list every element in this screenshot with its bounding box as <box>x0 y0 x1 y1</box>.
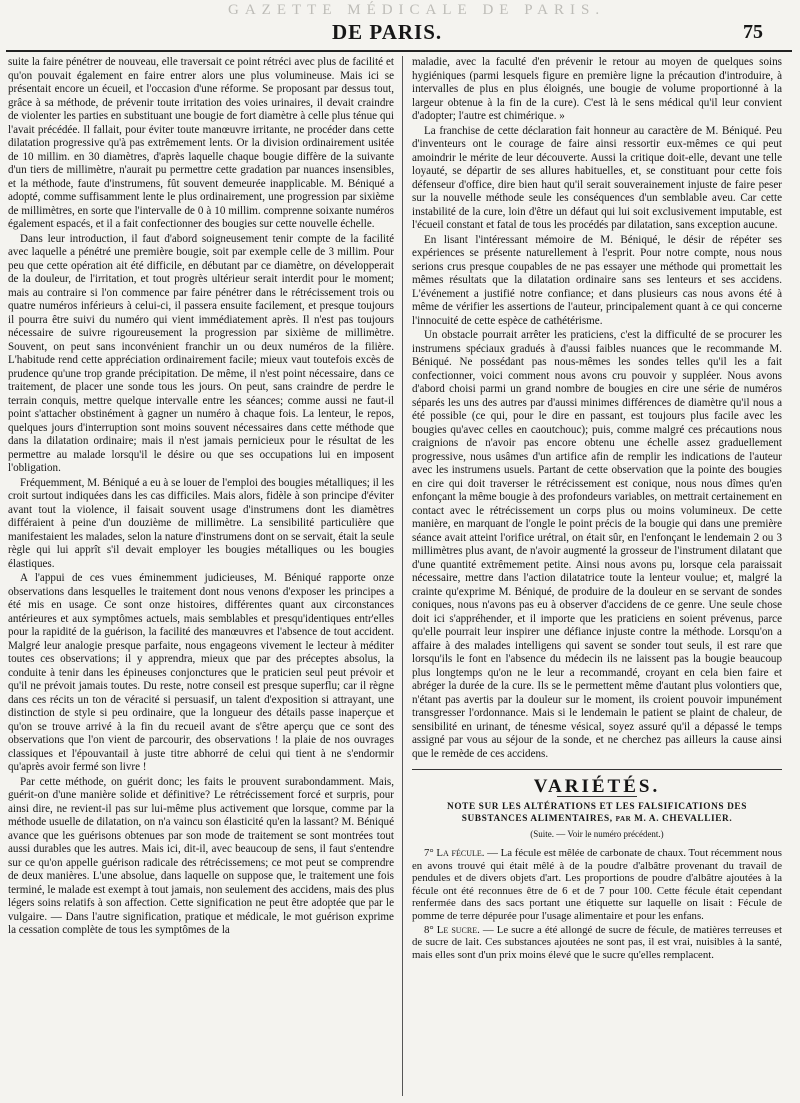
right-column <box>412 56 782 1096</box>
item-lead: 7° La fécule. <box>424 847 485 859</box>
show-through-header: GAZETTE MÉDICALE DE PARIS. <box>228 2 606 18</box>
article-continuation-note: (Suite. — Voir le numéro précédent.) <box>530 828 664 839</box>
page-header <box>0 0 800 48</box>
running-title: DE PARIS. <box>332 20 443 44</box>
left-column <box>8 56 394 1096</box>
paragraph: suite la faire pénétrer de nouveau, elle traversait ce point rétréci avec plus de facilité et qu'on pouvait également en faire entrer alors une plus volumineuse. Mais ici se présentait encore un écueil, et l'occasion d'une réforme. Se proposant par dessus tout, grâce à sa méthode, de prévenir toute irritation des voies urinaires, il devait craindre de violenter les parties en substituant une bougie de fort diamètre à celle plus ténue qui l'avait précédée. Il fallait, pour éviter toute manœuvre irritante, ne procéder dans cette dilatation progressive qu'à pas extrêmement lents. Or la division ordinairement usitée de 10 millim. en 30 diamètres, d'après laquelle chaque bougie diffère de la suivante d'un tiers de millimètre, n'aurait pu permettre cette gradation par nuances insensibles, et la méthode, faute d'instrumens, fût souvent demeurée inapplicable. M. Béniqué a adopté, comme suffisamment lente le plus ordinairement, une progression par sixième de millimètres, en sorte que l'intervalle de 0 à 10 millim. comprenne soixante numéros également espacés, et il a fait confectionner des bougies sur cette nouvelle échelle. <box>8 56 394 230</box>
section-rule <box>412 769 782 770</box>
paragraph: A l'appui de ces vues éminemment judicieuses, M. Béniqué rapporte onze observations dans lesquelles le traitement dont nous venons d'exposer les principes a été mis en usage. Ce sont onze histoires, différentes quant aux circonstances antérieures et aux symptômes actuels, mais semblables et presqu'identiques entr'elles pour la rapidité de la guérison, la facilité des manœuvres et l'absence de tout accident. Malgré leur analogie presque parfaite, nous engageons vivement le lecteur à méditer toutes ces observations; il y apprendra, mieux que par des préceptes absolus, la conduite à tenir dans les épineuses conjonctures que le praticien seul peut prévoir et qu'il ne prévoit jamais toutes. Du reste, notre conseil est presque superflu; car il règne dans ces récits un ton de véracité si persuasif, un talent d'exposition si attrayant, une distinction de style si peu ordinaire, que la longueur des détails passe inaperçue et qu'on se trouve arrivé à la fin du recueil avant de s'être aperçu que ce sont des observations que l'on vient de parcourir, des observations ! la plaie de nos ouvrages classiques et l'épouvantail à juste titre abhorré de celui qui tient à ne s'endormir qu'après avoir fermé son livre ! <box>8 572 394 773</box>
paragraph: maladie, avec la faculté d'en prévenir le retour au moyen de quelques soins hygiéniques (parmi lesquels figure en première ligne la précaution d'introduire, à intervalles de plus en plus éloignés, une bougie de volume proportionné à la largeur obtenue à la fin de la cure). C'est là le sens médical qu'il leur convient d'adopter; l'autre est chimérique. » <box>412 56 782 122</box>
page-number: 75 <box>743 21 763 43</box>
article-body <box>412 847 782 961</box>
item-lead: 8° Le sucre. <box>424 923 480 936</box>
item-text: — Le sucre a été allongé de sucre de fécule, de matières terreuses et de sucre de lait. Ces substances ajoutées ne sont pas, il est vrai, nuisibles à la santé, mais elles sont d'un prix moins élevé que le sucre qu'elles remplacent. <box>412 923 782 961</box>
paragraph: En lisant l'intéressant mémoire de M. Béniqué, le désir de répéter ses expériences se présente naturellement à l'esprit. Pour notre compte, nous nous serions crus presque coupables de ne pas essayer une méthode qui promettait les mêmes résultats que la dilatation ordinaire sans ses lenteurs et ses accidens. L'événement a justifié notre confiance; et dans plusieurs cas nous avons été à même de vérifier les assertions de l'auteur, principalement quant à ce qui concerne l'innocuité de cette espèce de cathétérisme. <box>412 233 782 327</box>
header-rule <box>6 50 792 52</box>
paragraph: Un obstacle pourrait arrêter les praticiens, c'est la difficulté de se procurer les instrumens spéciaux gradués à d'aussi faibles nuances que le recommande M. Béniqué. Ne possédant pas nous-mêmes les sondes telles qu'il les a fait confectionner, voici comment nous avons cru pouvoir y suppléer. Nous avons d'abord choisi parmi un grand nombre de bougies en cire une série de numéros séparés les uns des autres par d'aussi minimes différences de diamètre qu'il nous a été possible (ce qui, pour le dire en passant, est toujours plus facile avec les bougies qu'avec celles en caoutchouc); puis, comme malgré ces précautions nous craignions de n'avoir pas encore obtenu une échelle assez graduellement progressive, nous usâmes d'un artifice afin de remplir les indications de l'auteur avec les instrumens usuels. Partant de cette observation que la pointe des bougies en cire qui doit traverser le rétrécissement est conique, nous nous dîmes qu'en enfonçant la même bougie à des profondeurs variables, on mettrait certainement en contact avec le rétrécissement un corps plus ou moins volumineux. De cette manière, en marquant de l'ongle le point précis de la bougie qui dans une première séance avait atteint l'orifice urétral, on était sûr, en l'enfonçant le lendemain 2 ou 3 millimètres plus avant, de n'avoir augmenté la grosseur de l'instrument dilatant que d'une quantité extrêmement petite. Ainsi nous avons pu, lorsque cela paraissait nécessaire, mettre dans l'action dilatatrice toute la lenteur voulue; et, malgré la crainte qu'exprime M. Béniqué, de produire de la douleur en se servant de sondes coniques, nous n'avons pas eu à observer d'accidens de ce genre. Une seule chose doit ici s'appréhender, et il importe que les praticiens en soient prévenus, parce qu'elle pourrait leur inspirer une défiance injuste contre la méthode. Lorsqu'on a affaire à des malades intelligens qui savent se sonder tout seuls, il est rare que lorsqu'ils le font en l'absence du médecin ils ne laissent pas la bougie beaucoup plus longtemps qu'on ne le leur a recommandé, croyant en cela bien faire et abréger la durée de la cure. Ils se le permettent même d'autant plus volontiers que, n'étant pas avertis par la douleur sur le moment, ils croient pouvoir impunément transgresser l'ordonnance. Mais si le lendemain le patient se plaint de chaleur, de sensibilité en urinant, de ténesme vésical, soyez assuré qu'il a dépassé le temps assigné par vous au séjour de la sonde, et ne cherchez pas ailleurs la cause ainsi que le remède de ces accidens. <box>412 329 782 760</box>
paragraph: Fréquemment, M. Béniqué a eu à se louer de l'emploi des bougies métalliques; il les croit surtout indiquées dans les cas difficiles. Mais alors, fidèle à son principe d'éviter avant tout la violence, il faisait souvent usage d'instrumens dont les diamètres différaient à peine d'un douzième de millimètre. La sensibilité particulière que manifestaient les malades, selon la nature d'instrumens dont on se servait, était la seule règle qui lui apprît s'il devait employer les bougies métalliques ou les bougies élastiques. <box>8 476 394 570</box>
column-divider <box>402 56 403 1096</box>
section-title: VARIÉTÉS. <box>533 776 661 797</box>
article-title: NOTE SUR LES ALTÉRATIONS ET LES FALSIFICATIONS DES SUBSTANCES ALIMENTAIRES, par M. A. CHEVALLIER. <box>447 801 747 824</box>
list-item <box>412 847 782 923</box>
paragraph: Par cette méthode, on guérit donc; les faits le prouvent surabondamment. Mais, guérit-on d'une manière solide et définitive? Le rétrécissement forcé et surpris, pour ainsi dire, ne revient-il pas sur lui-même plus activement que lorsque, comme par la méthode usuelle de dilatation, on n'a vaincu son élasticité qu'en la lassant? M. Béniqué avance que les guérisons obtenues par son mode de traitement se sont montrées tout aussi durables que les autres. Mais ici, dit-il, avec beaucoup de sens, il faut s'entendre sur ce qu'on appelle guérison radicale des rétrécissemens; ce mot peut se comprendre de deux manières. L'une absolue, dans laquelle on suppose que, le traitement une fois terminé, le malade est exempt à tout jamais, non seulement des accidens, mais des plus légers soins relatifs à son affection. Cette signification ne peut être adoptée que par le vulgaire. — Dans l'autre signification, pratique et médicale, le mot guérison exprime la cessation complète de tous les symptômes de la <box>8 775 394 936</box>
item-text: — La fécule est mêlée de carbonate de chaux. Tout récemment nous en avons trouvé qui était mêlé à de la poudre d'albâtre provenant du travail de pendules et de divers objets d'art. Les proportions de poudre d'albâtre ajoutées à la fécule ont été reconnues être de 6 et de 7 pour 100. Cette fécule était cependant renfermée dans des sacs portant une étiquette sur laquelle on lisait : Fécule de pomme de terre dépurée pour l'usage alimentaire et pour les enfans. <box>412 847 782 922</box>
list-item <box>412 924 782 962</box>
paragraph: La franchise de cette déclaration fait honneur au caractère de M. Béniqué. Peu d'inventeurs ont le courage de faire ainsi ressortir eux-mêmes ce qui peut amoindrir le mérite de leur découverte. Aussi la critique doit-elle, devant une telle loyauté, se départir de ses allures habituelles, et, se constituant pour cette fois défenseur d'office, dire bien haut qu'il serait souverainement injuste de faire peser sur la nouvelle méthode seule les conséquences d'un semblable aveu. Car cette instabilité de la cure, loin d'être un défaut qui lui soit exclusivement imputable, est l'écueil constant et fatal de tous les procédés par dilatation, sans exception aucune. <box>412 124 782 231</box>
paragraph: Dans leur introduction, il faut d'abord soigneusement tenir compte de la facilité avec laquelle a pénétré une première bougie, soit par exemple celle de 3 millim. Pour peu que cette opération ait été difficile, en débutant par ce diamètre, on développerait de la douleur, de l'irritation, et tout progrès ultérieur serait interdit pour le moment; mais au contraire si l'on commence par faire pénétrer dans le rétrécissement trois ou quatre numéros inférieurs à celui-ci, il passera ensuite facilement, et presque toujours il pourra être suivi du numéro qui vient immédiatement après. Il n'est pas toujours nécessaire de suivre rigoureusement la progression par sixième de millimètre. Souvent, on peut sans inconvénient franchir un ou deux numéros de la filière. L'habitude rend cette appréciation ordinairement facile; mieux vaut toutefois excès de prudence qu'une trop grande précipitation. De même, il n'est point nécessaire, dans ce traitement, de placer une sonde tous les jours. On peut, sans craindre de perdre le terrain conquis, mettre quelque intervalle entre les séances; comme aussi ne faut-il point s'attacher obstinément à gagner un numéro à chaque fois. La lenteur, le repos, quelques jours d'interruption sont moins souvent nécessaires dans cette méthode que dans la dilatation ordinaire; mais il n'est jamais pernicieux pour le résultat de les permettre au malade lorsqu'il le désire ou que ses occupations lui en imposent l'obligation. <box>8 232 394 474</box>
